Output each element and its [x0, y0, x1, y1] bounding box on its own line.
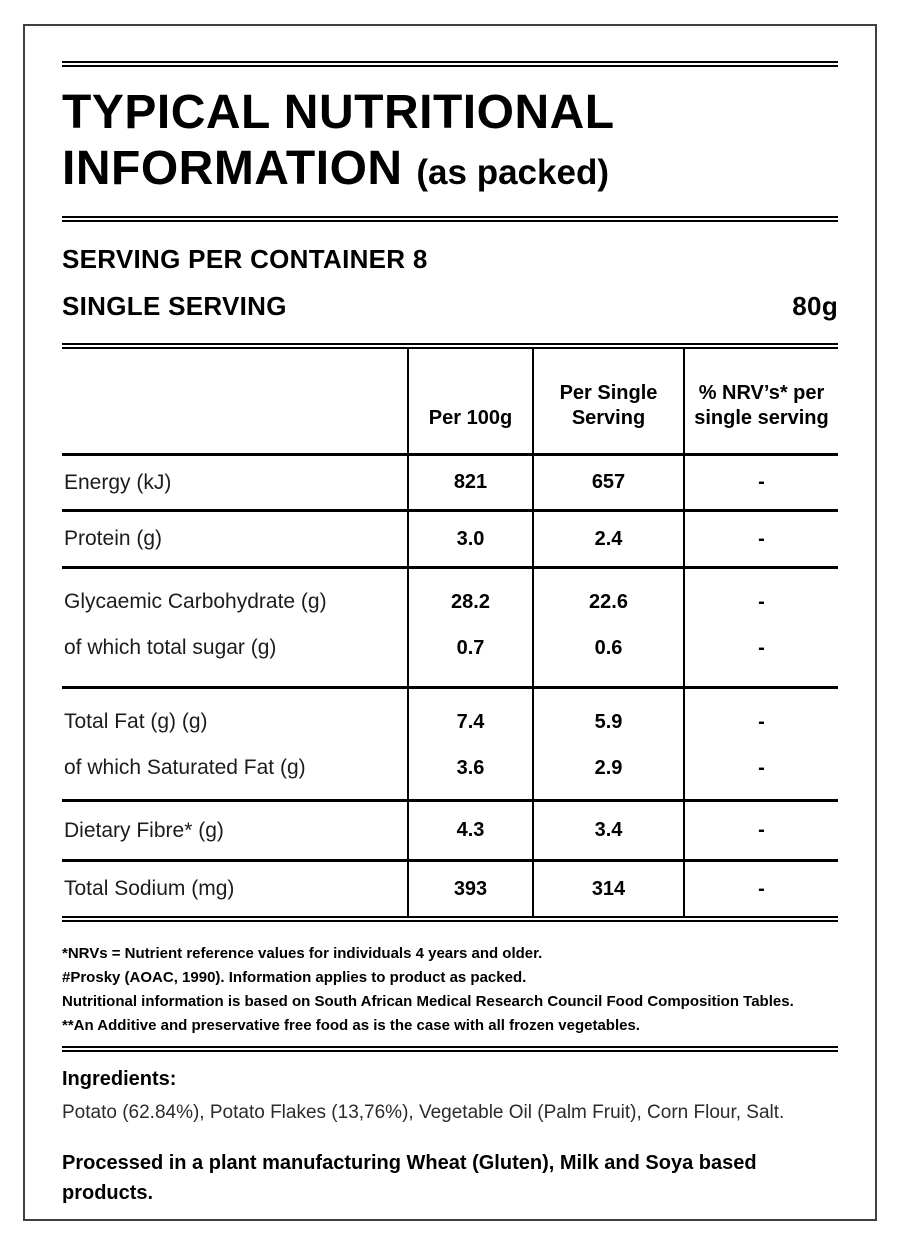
- title-divider-rule: [62, 216, 838, 222]
- value-per-serving: 2.9: [594, 756, 623, 779]
- footnote-additive: **An Additive and preservative free food as is the case with all frozen vegetables.: [62, 1017, 640, 1034]
- table-row-dietary-fibre: [62, 799, 838, 859]
- top-divider-rule: [62, 61, 838, 67]
- value-per-serving: 0.6: [594, 636, 623, 659]
- value-nrv: -: [758, 819, 765, 841]
- nutrient-label: Protein (g): [64, 527, 163, 550]
- value-per-serving: 314: [591, 877, 626, 900]
- nutrient-label: Dietary Fibre* (g): [64, 818, 224, 842]
- value-nrv: -: [758, 636, 765, 659]
- value-per-100g: 28.2: [451, 590, 490, 613]
- nutrition-label-sheet: [23, 24, 877, 1221]
- value-nrv: -: [758, 710, 765, 733]
- single-serving-label: SINGLE SERVING: [62, 291, 287, 321]
- single-serving-row: [62, 291, 838, 321]
- header-per-100g: Per 100g: [407, 349, 532, 453]
- title-line2: INFORMATION: [62, 142, 403, 195]
- title-suffix: (as packed): [416, 153, 609, 192]
- value-nrv: -: [758, 877, 765, 900]
- nutrient-sublabel: of which total sugar (g): [64, 636, 277, 659]
- ingredients-divider-rule: [62, 1046, 838, 1052]
- value-nrv: -: [758, 756, 765, 779]
- header-per-serving: Per Single Serving: [532, 349, 683, 453]
- value-per-100g: 4.3: [456, 819, 485, 841]
- value-nrv: -: [758, 590, 765, 613]
- allergen-statement: Processed in a plant manufacturing Wheat (Gluten), Milk and Soya based products.: [62, 1152, 757, 1204]
- header-blank-cell: [62, 349, 407, 453]
- nutrient-label: Total Fat (g) (g): [64, 710, 208, 733]
- footnote-source: Nutritional information is based on South African Medical Research Council Food Composition Tables.: [62, 993, 794, 1010]
- serving-per-container: SERVING PER CONTAINER 8: [62, 244, 428, 274]
- ingredients-list: Potato (62.84%), Potato Flakes (13,76%), Vegetable Oil (Palm Fruit), Corn Flour, Salt.: [62, 1102, 785, 1123]
- value-nrv: -: [758, 527, 765, 550]
- value-per-100g: 3.0: [456, 527, 485, 550]
- value-nrv: -: [758, 471, 765, 493]
- title-line1: TYPICAL NUTRITIONAL: [62, 86, 615, 139]
- footnotes-block: [62, 942, 838, 1038]
- value-per-serving: 5.9: [594, 710, 623, 733]
- nutrient-label: Glycaemic Carbohydrate (g): [64, 590, 327, 613]
- nutrient-sublabel: of which Saturated Fat (g): [64, 756, 306, 779]
- value-per-100g: 393: [453, 877, 488, 900]
- page-title: [62, 85, 838, 201]
- table-row-total-sodium: [62, 859, 838, 916]
- table-row-carbohydrate-group: [62, 566, 838, 686]
- table-row-energy: [62, 453, 838, 509]
- nutrient-label: Energy (kJ): [64, 470, 172, 494]
- value-per-100g: 3.6: [456, 756, 485, 779]
- table-row-protein: [62, 509, 838, 566]
- value-per-100g: 0.7: [456, 636, 485, 659]
- table-header-row: [62, 349, 838, 453]
- table-row-fat-group: [62, 686, 838, 799]
- value-per-serving: 657: [591, 471, 626, 493]
- nutrition-table: [62, 343, 838, 922]
- value-per-serving: 22.6: [589, 590, 628, 613]
- header-nrv: % NRV’s* per single serving: [683, 349, 838, 453]
- value-per-serving: 3.4: [594, 819, 623, 841]
- nutrient-label: Total Sodium (mg): [64, 877, 235, 900]
- ingredients-heading: Ingredients:: [62, 1068, 177, 1090]
- single-serving-value: 80g: [792, 291, 838, 321]
- value-per-serving: 2.4: [594, 527, 623, 550]
- value-per-100g: 821: [453, 471, 488, 493]
- footnote-prosky: #Prosky (AOAC, 1990). Information applies to product as packed.: [62, 969, 527, 986]
- footnote-nrv: *NRVs = Nutrient reference values for individuals 4 years and older.: [62, 945, 543, 962]
- value-per-100g: 7.4: [456, 710, 485, 733]
